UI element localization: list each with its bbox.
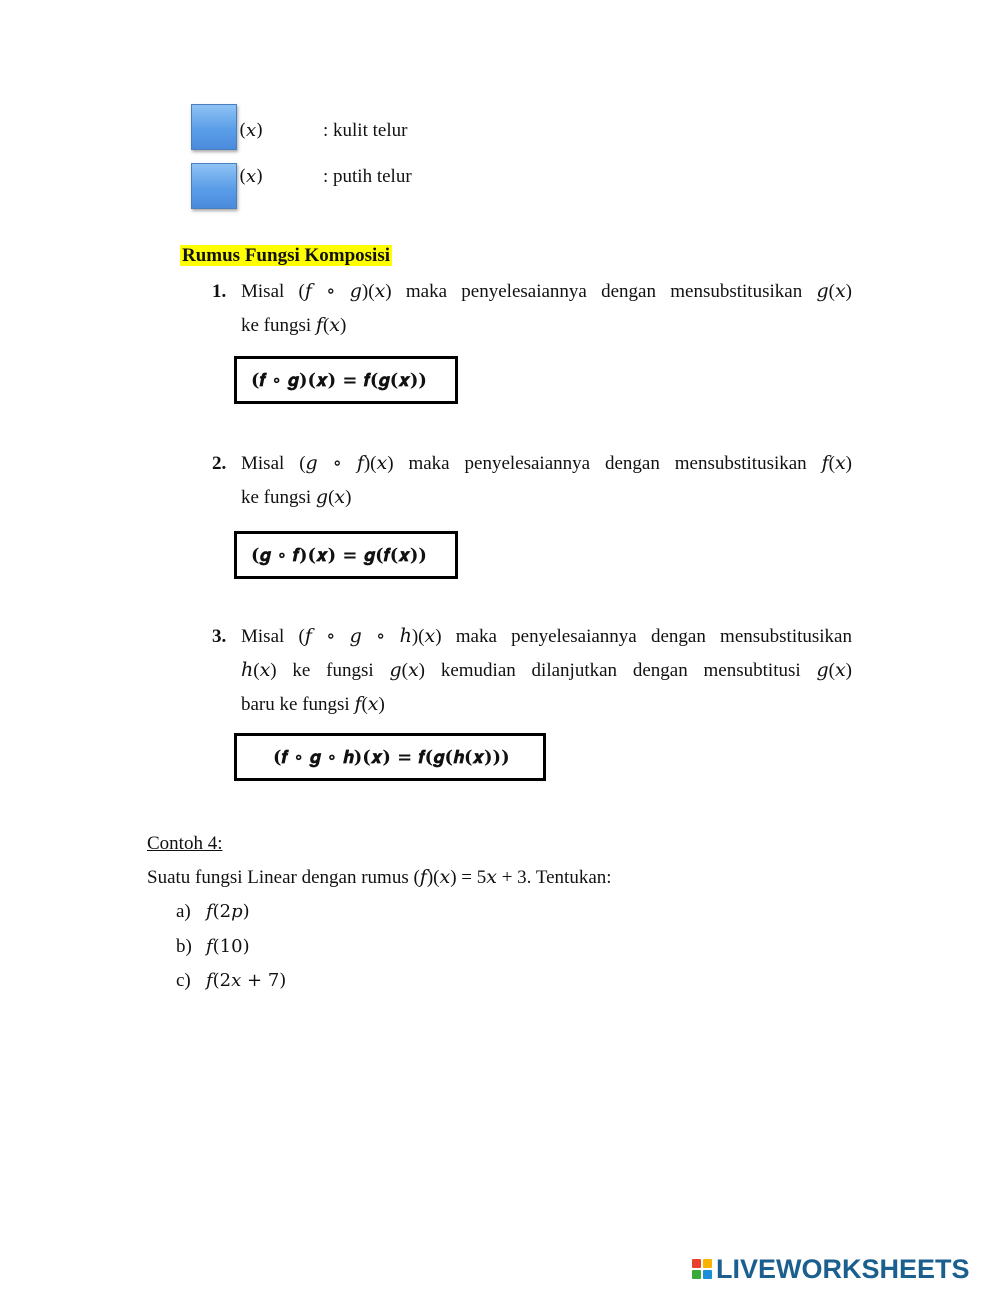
- formula-3: (𝒇 ∘ 𝒈 ∘ 𝒉)(𝒙) = 𝒇(𝒈(𝒉(𝒙))): [273, 746, 510, 768]
- item-number-1: 1.: [212, 281, 227, 302]
- item-text-1-line2: ke fungsi 𝑓(𝑥): [241, 315, 347, 336]
- part-expr-b: 𝑓(10): [206, 936, 250, 957]
- part-expr-a: 𝑓(2𝑝): [206, 901, 250, 922]
- part-label-b: b): [176, 936, 192, 957]
- answer-box-1[interactable]: [191, 104, 237, 150]
- formula-1: (𝒇 ∘ 𝒈)(𝒙) = 𝒇(𝒈(𝒙)): [251, 369, 427, 391]
- liveworksheets-logo: [692, 1254, 970, 1284]
- legend-desc-2: : putih telur: [323, 166, 412, 187]
- item-text-1-line1: Misal (𝑓 ∘ 𝑔)(𝑥) maka penyelesaiannya dengan mensubstitusikan 𝑔(𝑥): [241, 281, 852, 302]
- legend-var-2: (𝑥): [239, 166, 264, 187]
- item-number-3: 3.: [212, 626, 227, 647]
- item-text-3-line3: baru ke fungsi 𝑓(𝑥): [241, 694, 385, 715]
- formula-box-3: [234, 733, 546, 781]
- legend-var-1: (𝑥): [239, 120, 264, 141]
- legend-desc-1: : kulit telur: [323, 120, 408, 141]
- logo-text: LIVEWORKSHEETS: [716, 1253, 970, 1284]
- example-title: Contoh 4:: [147, 833, 223, 854]
- item-text-3-line2: ℎ(𝑥) ke fungsi 𝑔(𝑥) kemudian dilanjutkan dengan mensubtitusi 𝑔(𝑥): [241, 660, 852, 681]
- answer-box-2[interactable]: [191, 163, 237, 209]
- formula-box-2: [234, 531, 458, 579]
- part-expr-c: 𝑓(2𝑥 + 7): [206, 970, 287, 991]
- part-label-c: c): [176, 970, 191, 991]
- part-label-a: a): [176, 901, 191, 922]
- item-text-2-line2: ke fungsi 𝑔(𝑥): [241, 487, 352, 508]
- item-text-3-line1: Misal (𝑓 ∘ 𝑔 ∘ ℎ)(𝑥) maka penyelesaiannya dengan mensubstitusikan: [241, 626, 852, 647]
- formula-box-1: [234, 356, 458, 404]
- section-heading-wrap: [180, 245, 392, 267]
- item-text-2-line1: Misal (𝑔 ∘ 𝑓)(𝑥) maka penyelesaiannya dengan mensubstitusikan 𝑓(𝑥): [241, 453, 852, 474]
- item-number-2: 2.: [212, 453, 227, 474]
- logo-mark-icon: [692, 1259, 712, 1279]
- section-heading: Rumus Fungsi Komposisi: [182, 245, 391, 266]
- formula-2: (𝒈 ∘ 𝒇)(𝒙) = 𝒈(𝒇(𝒙)): [251, 544, 427, 566]
- example-statement: Suatu fungsi Linear dengan rumus (𝑓)(𝑥) = 5𝑥 + 3. Tentukan:: [147, 867, 612, 888]
